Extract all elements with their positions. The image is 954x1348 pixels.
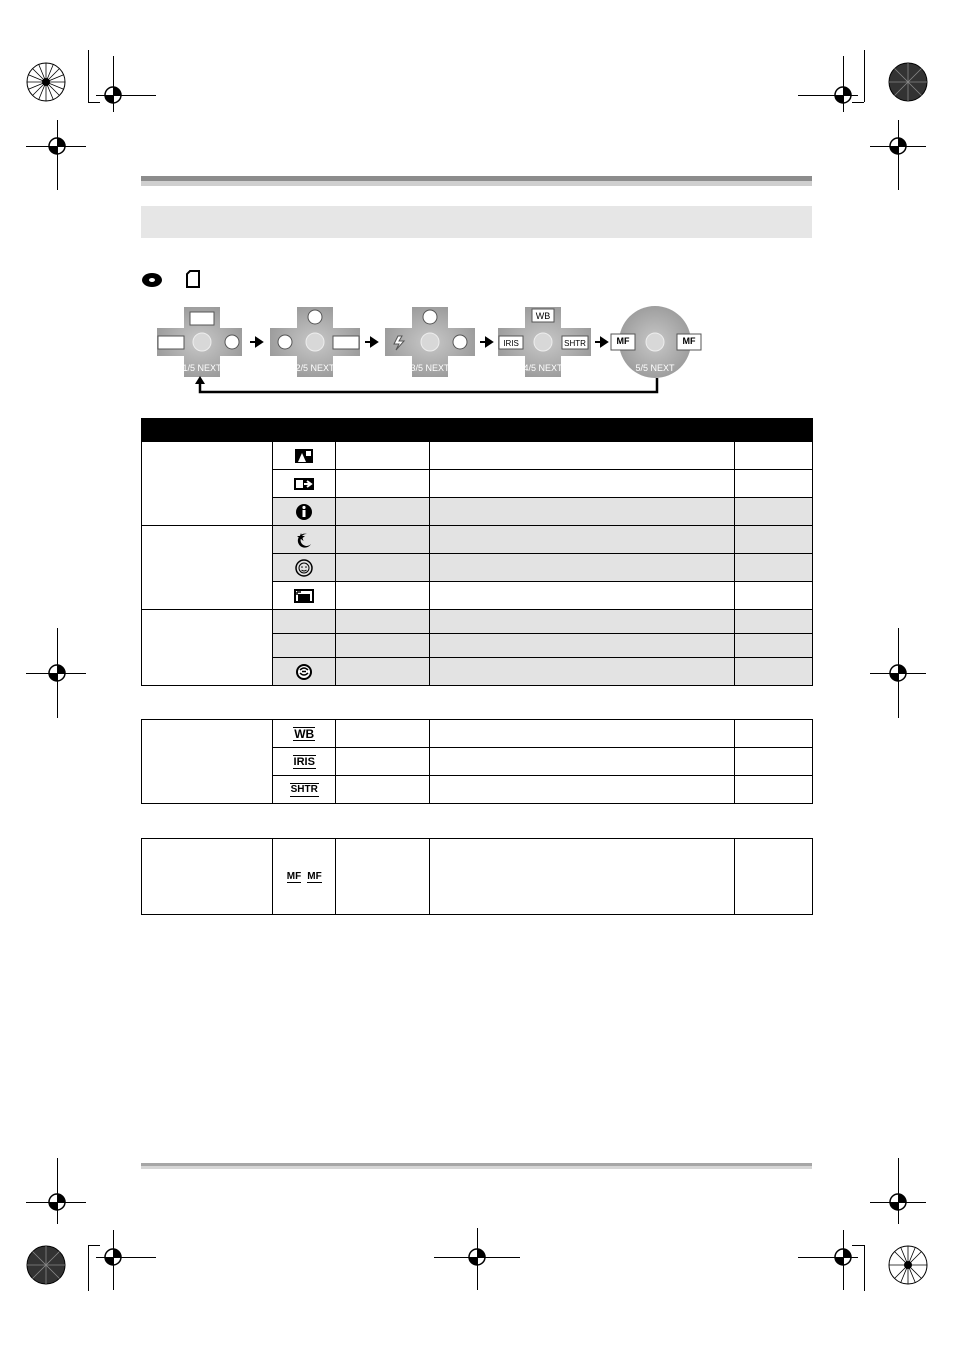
star-target-icon xyxy=(888,62,928,102)
desc-cell xyxy=(430,610,734,634)
footer-rule xyxy=(141,1163,812,1169)
value-cell xyxy=(336,470,430,498)
value-cell xyxy=(336,582,430,610)
value-cell xyxy=(336,776,430,804)
icon-cell xyxy=(273,526,336,554)
fade-icon xyxy=(293,477,315,491)
mf-label: MF xyxy=(682,336,696,346)
value-cell xyxy=(336,634,430,658)
shtr-label: SHTR xyxy=(564,339,586,348)
page-cell xyxy=(734,748,812,776)
icon-cell xyxy=(273,776,336,804)
menu-page-2 xyxy=(270,307,360,377)
value-cell xyxy=(336,526,430,554)
menu-page-1 xyxy=(157,307,242,377)
page-cell xyxy=(734,498,812,526)
page-cell xyxy=(734,526,812,554)
arrow-right-icon xyxy=(480,338,492,346)
mf-minus-icon: MF xyxy=(286,871,302,882)
desc-cell xyxy=(430,582,734,610)
backlight-icon xyxy=(294,448,314,464)
page-cell xyxy=(734,839,812,915)
menu-page-4 xyxy=(498,307,591,377)
disc-icon xyxy=(141,272,163,288)
night-view-icon xyxy=(295,531,313,549)
page-cell xyxy=(734,658,812,686)
wind-cut-icon xyxy=(295,663,313,681)
page-cell xyxy=(734,554,812,582)
table-header-row xyxy=(142,419,813,442)
page-cell xyxy=(734,442,812,470)
group-cell xyxy=(142,442,273,526)
function-table-1 xyxy=(141,418,813,686)
page-label: 1/5 NEXT xyxy=(182,363,222,373)
media-icons xyxy=(141,270,205,290)
section-title-band xyxy=(141,206,812,238)
value-cell xyxy=(336,610,430,634)
iris-icon: IRIS xyxy=(293,755,315,768)
icon-cell xyxy=(273,582,336,610)
desc-cell xyxy=(430,554,734,582)
arrow-right-icon xyxy=(595,338,607,346)
page-cell xyxy=(734,720,812,748)
value-cell xyxy=(336,498,430,526)
icon-cell xyxy=(273,634,336,658)
page-label: 2/5 NEXT xyxy=(295,363,335,373)
desc-cell xyxy=(430,526,734,554)
icon-cell xyxy=(273,554,336,582)
page-cell xyxy=(734,470,812,498)
icon-cell xyxy=(273,839,336,915)
loop-arrow xyxy=(200,378,657,392)
value-cell xyxy=(336,748,430,776)
iris-label: IRIS xyxy=(503,339,519,348)
page-label: 3/5 NEXT xyxy=(410,363,450,373)
table-header-cell xyxy=(734,419,812,442)
desc-cell xyxy=(430,498,734,526)
star-target-icon xyxy=(888,1245,928,1285)
value-cell xyxy=(336,554,430,582)
function-table-2 xyxy=(141,719,813,804)
desc-cell xyxy=(430,442,734,470)
value-cell xyxy=(336,720,430,748)
menu-page-5 xyxy=(611,306,701,378)
soft-skin-icon xyxy=(295,559,313,577)
mf-label: MF xyxy=(616,336,630,346)
table-header-cell xyxy=(430,419,734,442)
icon-cell xyxy=(273,610,336,634)
icon-cell xyxy=(273,720,336,748)
mf-plus-icon: MF xyxy=(307,871,322,882)
star-target-icon xyxy=(26,1245,66,1285)
group-cell xyxy=(142,610,273,686)
wb-label: WB xyxy=(535,311,551,321)
desc-cell xyxy=(430,748,734,776)
header-rule xyxy=(141,176,812,186)
icon-cell xyxy=(273,658,336,686)
wb-icon: WB xyxy=(294,726,315,741)
icon-cell xyxy=(273,442,336,470)
desc-cell xyxy=(430,470,734,498)
shtr-icon: SHTR xyxy=(290,783,318,795)
page-cell xyxy=(734,776,812,804)
tele-macro-icon xyxy=(293,588,315,604)
desc-cell xyxy=(430,720,734,748)
page-label: 5/5 NEXT xyxy=(635,363,675,373)
sd-card-icon xyxy=(186,270,200,288)
icon-cell xyxy=(273,470,336,498)
value-cell xyxy=(336,658,430,686)
arrow-right-icon xyxy=(365,338,377,346)
page-cell xyxy=(734,582,812,610)
page-cell xyxy=(734,610,812,634)
table-row xyxy=(142,442,813,470)
value-cell xyxy=(336,839,430,915)
group-cell xyxy=(142,720,273,804)
table-row xyxy=(142,720,813,748)
table-header-cell xyxy=(336,419,430,442)
table-row xyxy=(142,610,813,634)
menu-flow-diagram xyxy=(150,300,720,400)
star-target-icon xyxy=(26,62,66,102)
group-cell xyxy=(142,839,273,915)
page-label: 4/5 NEXT xyxy=(523,363,563,373)
arrow-right-icon xyxy=(250,338,262,346)
group-cell xyxy=(142,526,273,610)
desc-cell xyxy=(430,634,734,658)
desc-cell xyxy=(430,658,734,686)
menu-page-3 xyxy=(385,307,475,377)
value-cell xyxy=(336,442,430,470)
table-header-cell xyxy=(142,419,336,442)
page-cell xyxy=(734,634,812,658)
arrow-up-icon xyxy=(195,376,205,384)
icon-cell xyxy=(273,748,336,776)
function-table-3 xyxy=(141,838,813,915)
desc-cell xyxy=(430,776,734,804)
help-icon xyxy=(295,503,313,521)
desc-cell xyxy=(430,839,734,915)
table-row xyxy=(142,839,813,915)
icon-cell xyxy=(273,498,336,526)
table-row xyxy=(142,526,813,554)
